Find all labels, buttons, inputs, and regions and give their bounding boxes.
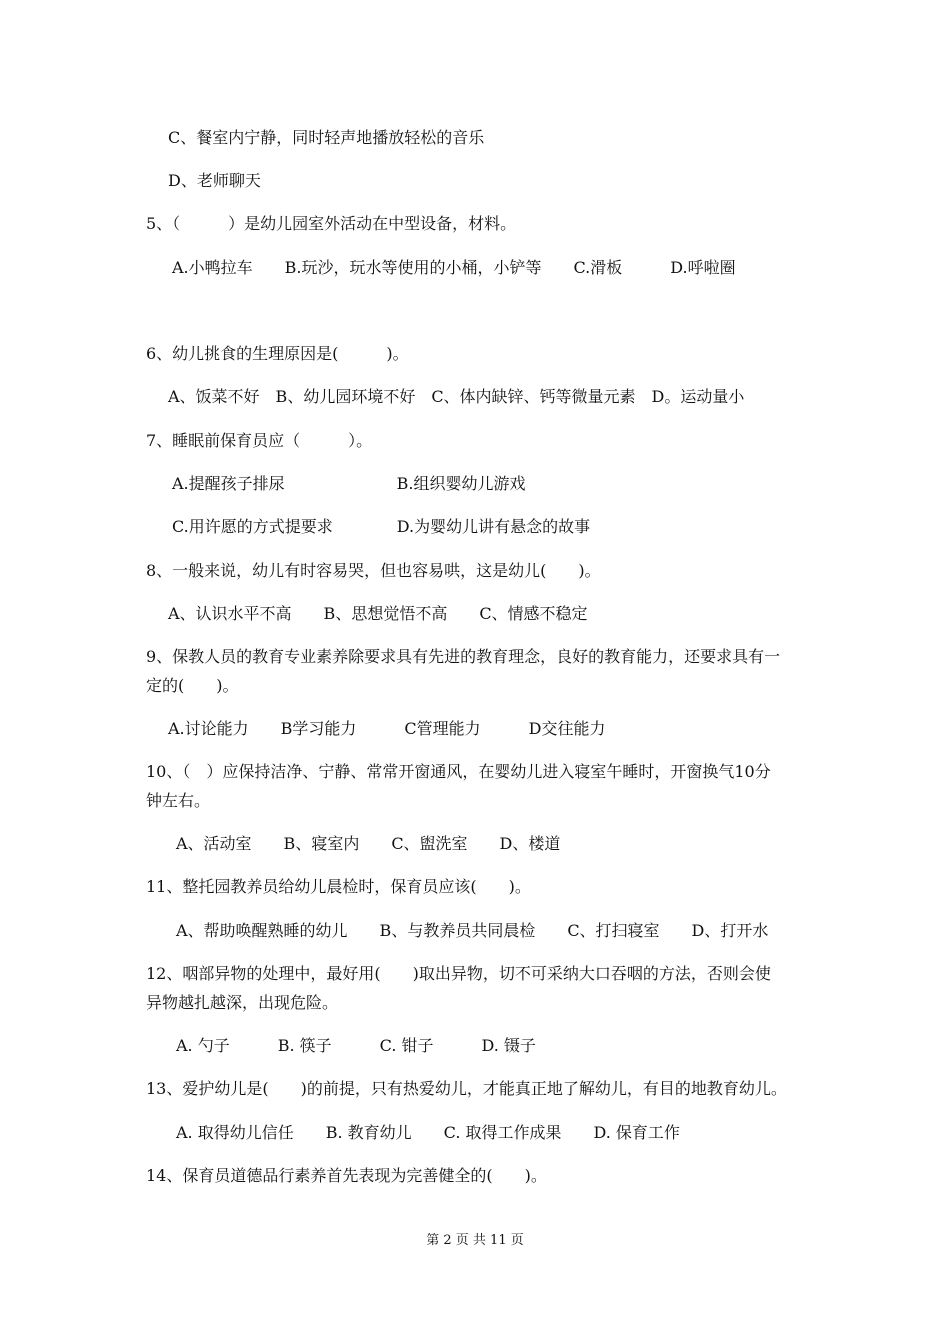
question-7-stem: 7、睡眠前保育员应（ ）。 [146,431,373,450]
question-4-option-d: D、老师聊天 [168,171,261,190]
question-9-stem-line-2: 定的( )。 [146,676,239,695]
question-10-stem-line-2: 钟左右。 [146,791,211,810]
question-7-options-row-2: C.用许愿的方式提要求 D.为婴幼儿讲有悬念的故事 [172,517,591,536]
question-12-stem-line-2: 异物越扎越深，出现危险。 [146,993,339,1012]
question-9-stem-line-1: 9、保教人员的教育专业素养除要求具有先进的教育理念，良好的教育能力，还要求具有一 [146,647,781,666]
page-footer: 第 2 页 共 11 页 [426,1233,524,1248]
question-8-stem: 8、一般来说，幼儿有时容易哭，但也容易哄，这是幼儿( )。 [146,561,601,580]
question-4-option-c: C、餐室内宁静，同时轻声地播放轻松的音乐 [168,128,485,147]
question-11-options: A、帮助唤醒熟睡的幼儿 B、与教养员共同晨检 C、打扫寝室 D、打开水 [176,921,769,940]
question-5-stem: 5、（ ）是幼儿园室外活动在中型设备，材料。 [146,214,517,233]
question-7-options-row-1: A.提醒孩子排尿 B.组织婴幼儿游戏 [172,474,526,493]
question-12-options: A. 勺子 B. 筷子 C. 钳子 D. 镊子 [176,1036,536,1055]
question-9-options: A.讨论能力 B学习能力 C管理能力 D交往能力 [168,719,606,738]
question-11-stem: 11、整托园教养员给幼儿晨检时，保育员应该( )。 [146,877,531,896]
question-6-stem: 6、幼儿挑食的生理原因是( )。 [146,344,409,363]
question-13-options: A. 取得幼儿信任 B. 教育幼儿 C. 取得工作成果 D. 保育工作 [176,1123,680,1142]
question-13-stem: 13、爱护幼儿是( )的前提，只有热爱幼儿，才能真正地了解幼儿，有目的地教育幼儿。 [146,1079,787,1098]
question-10-stem-line-1: 10、（ ）应保持洁净、宁静、常常开窗通风，在婴幼儿进入寝室午睡时，开窗换气10分 [146,762,771,781]
question-8-options: A、认识水平不高 B、思想觉悟不高 C、情感不稳定 [168,604,588,623]
question-12-stem-line-1: 12、咽部异物的处理中，最好用( )取出异物，切不可采纳大口吞咽的方法，否则会使 [146,964,771,983]
question-10-options: A、活动室 B、寝室内 C、盥洗室 D、楼道 [176,834,561,853]
question-5-options: A.小鸭拉车 B.玩沙，玩水等使用的小桶，小铲等 C.滑板 D.呼啦圈 [172,258,736,277]
question-14-stem: 14、保育员道德品行素养首先表现为完善健全的( )。 [146,1166,547,1185]
question-6-options: A、饭菜不好 B、幼儿园环境不好 C、体内缺锌、钙等微量元素 D。运动量小 [168,387,745,406]
